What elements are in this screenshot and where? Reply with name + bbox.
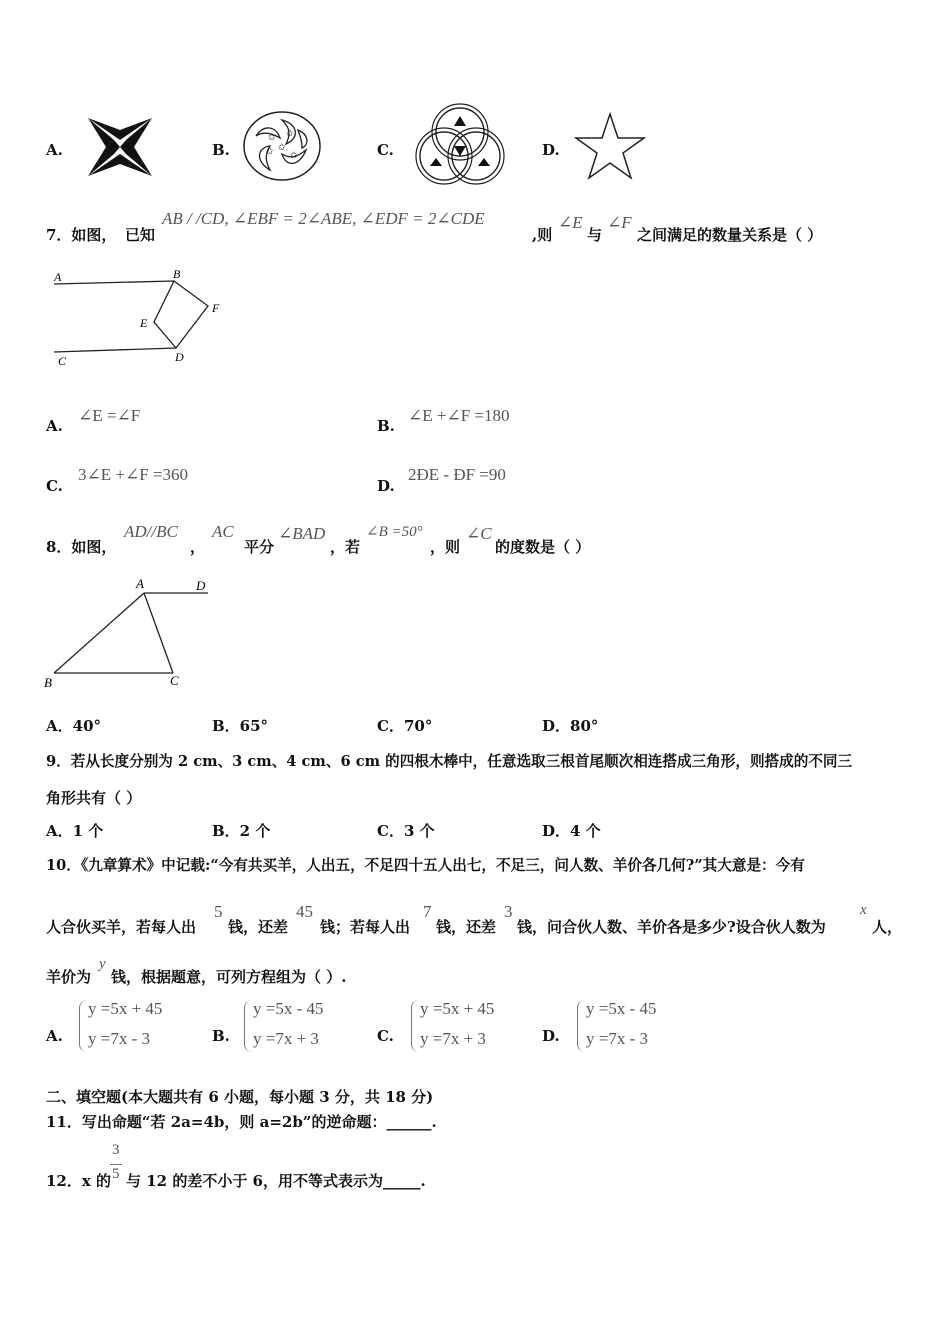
svg-text:✩: ✩ bbox=[266, 146, 274, 156]
q6-option-c-figure bbox=[412, 100, 508, 186]
q7-and: 与 bbox=[587, 226, 603, 244]
q7-then: ,则 bbox=[532, 226, 553, 244]
q7-label-f: F bbox=[212, 301, 220, 315]
svg-text:✩: ✩ bbox=[286, 128, 294, 138]
q8-question: 的度数是（ ） bbox=[495, 538, 591, 556]
q11-text: 11．写出命题“若 2a=4b，则 a=2b”的逆命题：______. bbox=[46, 1113, 437, 1131]
q10-option-c-label: C. bbox=[377, 1027, 394, 1045]
q12-text-a: 12．x 的 bbox=[46, 1172, 112, 1190]
q12-text-b: 与 12 的差不小于 6，用不等式表示为_____. bbox=[126, 1172, 426, 1190]
q8-cond-ac: AC bbox=[212, 522, 234, 541]
q7-label-e: E bbox=[140, 316, 148, 330]
q10-line-2f: 人， bbox=[872, 918, 903, 936]
q7-option-b-expr: ∠E +∠F =180 bbox=[408, 406, 510, 425]
q10-option-b-brace bbox=[244, 1000, 253, 1052]
q9-line-1: 9．若从长度分别为 2 cm、3 cm、4 cm、6 cm 的四根木棒中，任意选取三根首尾顺次相连搭成三角形，则搭成的不同三 bbox=[46, 753, 853, 770]
q12-fraction-numerator: 3 bbox=[112, 1142, 120, 1158]
q10-var-y: y bbox=[99, 956, 106, 972]
q12-fraction-denominator: 5 bbox=[112, 1166, 120, 1182]
q10-line-2b: 钱，还差 bbox=[228, 918, 289, 936]
q8-cond-angle-bad: ∠BAD bbox=[278, 524, 326, 543]
q8-option-c: C．70° bbox=[377, 717, 433, 735]
q7-option-a-label: A. bbox=[46, 417, 63, 435]
q10-line-2e: 钱，问合伙人数、羊价各是多少?设合伙人数为 bbox=[517, 918, 826, 936]
q9-line-2: 角形共有（ ） bbox=[46, 789, 142, 807]
q7-label-c: C bbox=[58, 354, 67, 368]
q7-quad-bfde bbox=[154, 281, 208, 348]
q10-line-3b: 钱，根据题意，可列方程组为（ ）. bbox=[111, 968, 347, 986]
q10-line-3a: 羊价为 bbox=[46, 968, 92, 986]
q7-label-b: B bbox=[173, 267, 181, 281]
q7-angle-f: ∠F bbox=[607, 213, 632, 232]
q10-value-7: 7 bbox=[423, 902, 432, 921]
q10-option-a-eq1: y =5x + 45 bbox=[88, 999, 163, 1018]
q7-option-d-expr: 2ÐE - ÐF =90 bbox=[408, 465, 506, 484]
q10-option-c-eq2: y =7x + 3 bbox=[420, 1029, 486, 1048]
q7-option-c-expr: 3∠E +∠F =360 bbox=[78, 465, 189, 484]
q6-option-b-label: B. bbox=[212, 141, 230, 159]
q8-bisect: 平分 bbox=[244, 538, 275, 556]
q9-option-a: A．1 个 bbox=[46, 822, 104, 840]
q7-number: 7．如图， bbox=[46, 226, 117, 244]
q7-angle-e: ∠E bbox=[558, 213, 583, 232]
q6-option-a-figure bbox=[84, 116, 156, 178]
section-2-heading: 二、填空题(本大题共有 6 小题，每小题 3 分，共 18 分) bbox=[46, 1088, 434, 1106]
q8-cond-angle-b: ∠B =50° bbox=[366, 524, 423, 540]
q8-figure bbox=[40, 572, 220, 692]
q8-number: 8．如图， bbox=[46, 538, 117, 556]
q8-option-a: A．40° bbox=[46, 717, 102, 735]
q6-option-d-label: D. bbox=[542, 141, 560, 159]
q8-option-d: D．80° bbox=[542, 717, 599, 735]
q8-cond-parallel: AD//BC bbox=[124, 522, 178, 541]
q9-option-c: C．3 个 bbox=[377, 822, 435, 840]
q7-option-d-label: D. bbox=[377, 477, 395, 495]
q6-option-d-figure bbox=[572, 110, 648, 182]
q7-option-c-label: C. bbox=[46, 477, 63, 495]
q8-line-ac bbox=[144, 593, 173, 673]
q10-line-1: 10．《九章算术》中记载:“今有共买羊，人出五，不足四十五人出七，不足三，问人数、羊价各几何?”其大意是：今有 bbox=[46, 857, 805, 874]
q7-condition: AB / /CD, ∠EBF = 2∠ABE, ∠EDF = 2∠CDE bbox=[162, 209, 485, 228]
q8-label-c: C bbox=[170, 673, 179, 688]
svg-text:✩: ✩ bbox=[278, 142, 286, 152]
q9-option-b: B．2 个 bbox=[212, 822, 271, 840]
q7-option-b-label: B. bbox=[377, 417, 395, 435]
q12-fraction-bar bbox=[110, 1164, 122, 1165]
q10-option-a-label: A. bbox=[46, 1027, 63, 1045]
q10-option-a-eq2: y =7x - 3 bbox=[88, 1029, 150, 1048]
q7-question: 之间满足的数量关系是（ ） bbox=[637, 226, 823, 244]
q10-option-d-brace bbox=[577, 1000, 586, 1052]
q7-label-a: A bbox=[54, 270, 62, 284]
q10-option-d-label: D. bbox=[542, 1027, 560, 1045]
q6-option-b-figure bbox=[242, 110, 322, 182]
q8-then: ，则 bbox=[430, 538, 461, 556]
q8-angle-c: ∠C bbox=[466, 524, 492, 543]
q10-value-3: 3 bbox=[504, 902, 513, 921]
svg-text:✩: ✩ bbox=[268, 132, 276, 142]
q10-value-5: 5 bbox=[214, 902, 223, 921]
q10-option-a-brace bbox=[79, 1000, 88, 1052]
q7-line-cd bbox=[54, 348, 176, 352]
q8-label-b: B bbox=[44, 675, 52, 690]
q9-option-d: D．4 个 bbox=[542, 822, 601, 840]
q10-option-b-label: B. bbox=[212, 1027, 230, 1045]
q6-option-a-label: A. bbox=[46, 141, 63, 159]
q7-lead: 已知 bbox=[125, 226, 156, 244]
q10-line-2d: 钱，还差 bbox=[436, 918, 497, 936]
q8-line-ab bbox=[54, 593, 144, 673]
q7-line-ab bbox=[54, 281, 174, 284]
q10-option-d-eq2: y =7x - 3 bbox=[586, 1029, 648, 1048]
q8-option-b: B．65° bbox=[212, 717, 269, 735]
q10-option-c-brace bbox=[411, 1000, 420, 1052]
q10-option-c-eq1: y =5x + 45 bbox=[420, 999, 495, 1018]
q10-var-x: x bbox=[860, 902, 867, 918]
q8-if: ，若 bbox=[330, 538, 361, 556]
q10-option-b-eq1: y =5x - 45 bbox=[253, 999, 324, 1018]
q10-option-b-eq2: y =7x + 3 bbox=[253, 1029, 319, 1048]
q8-label-d: D bbox=[196, 578, 206, 593]
q10-value-45: 45 bbox=[296, 902, 313, 921]
q7-option-a-expr: ∠E =∠F bbox=[78, 406, 141, 425]
q8-label-a: A bbox=[136, 576, 144, 591]
q8-comma: ， bbox=[190, 538, 206, 556]
svg-text:✩: ✩ bbox=[290, 150, 298, 160]
q7-figure bbox=[46, 262, 236, 374]
q6-option-c-label: C. bbox=[377, 141, 394, 159]
q10-line-2a: 人合伙买羊，若每人出 bbox=[46, 918, 197, 936]
q10-line-2c: 钱；若每人出 bbox=[320, 918, 411, 936]
q10-option-d-eq1: y =5x - 45 bbox=[586, 999, 657, 1018]
q7-label-d: D bbox=[175, 350, 184, 364]
